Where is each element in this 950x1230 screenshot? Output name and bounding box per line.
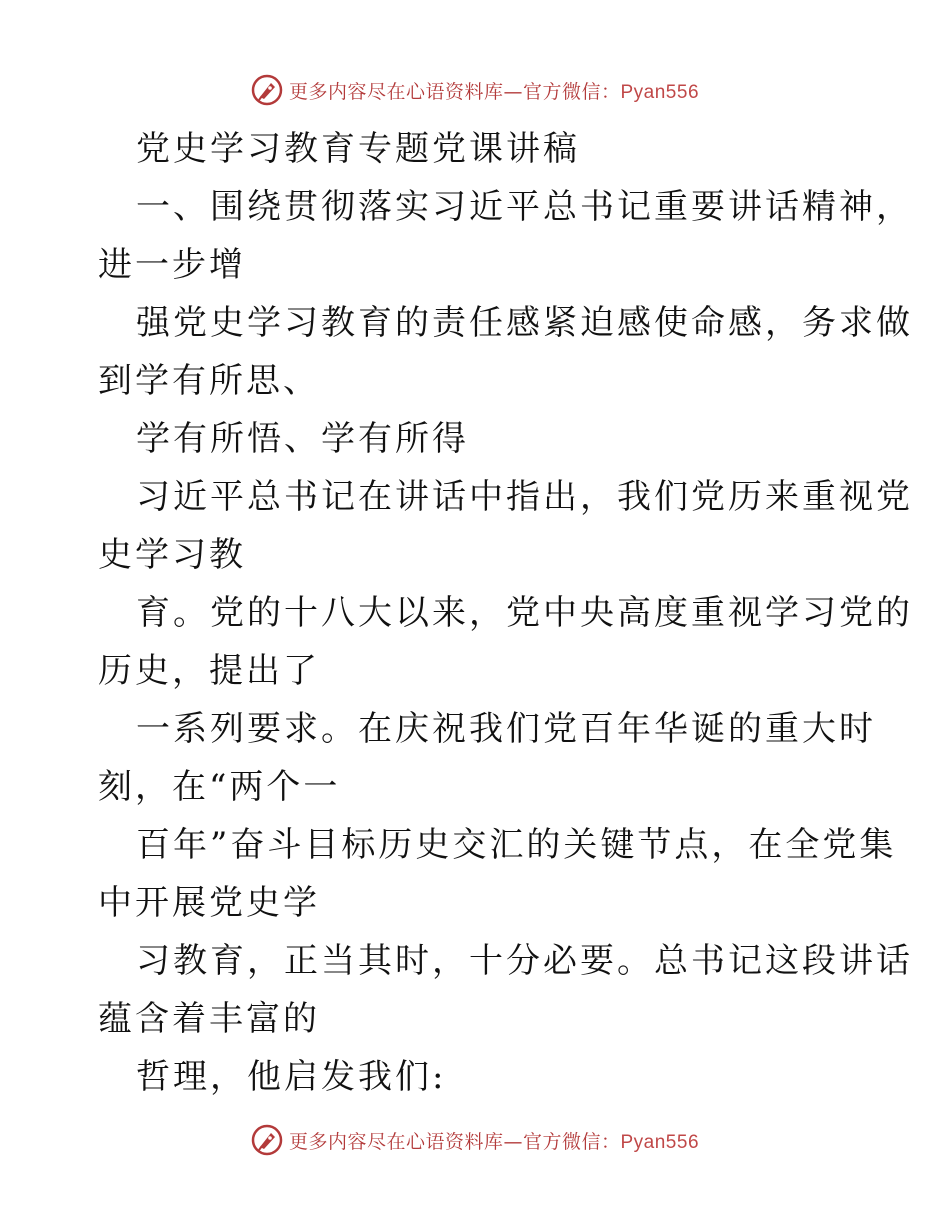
watermark-label: 更多内容尽在心语资料库—官方微信： [288,1130,621,1153]
paragraph-line: 进一步增 [98,245,246,285]
pen-nib-logo-icon [251,74,283,106]
watermark-text [289,77,699,104]
paragraph-line: 哲理，他启发我们: [136,1057,447,1097]
watermark-wechat-id: Pyan556 [620,81,700,103]
watermark-wechat-id: Pyan556 [620,1131,700,1153]
paragraph-line: 育。党的十八大以来，党中央高度重视学习党的 [136,593,913,633]
paragraph-line: 习教育，正当其时，十分必要。总书记这段讲话 [136,941,913,981]
header-watermark [0,70,950,110]
paragraph-line: 中开展党史学 [98,883,320,923]
paragraph-line: 刻，在“两个一 [98,767,341,807]
paragraph-line: 蕴含着丰富的 [98,999,320,1039]
paragraph-line: 百年”奋斗目标历史交汇的关键节点，在全党集 [136,825,897,865]
paragraph-line: 一系列要求。在庆祝我们党百年华诞的重大时 [136,709,876,749]
paragraph-line: 学有所悟、学有所得 [136,419,469,459]
document-body [98,120,913,1106]
paragraph-line: 到学有所思、 [98,361,320,401]
watermark-label: 更多内容尽在心语资料库—官方微信： [288,80,621,103]
pen-nib-logo-icon [251,1124,283,1156]
footer-watermark [0,1120,950,1160]
document-title: 党史学习教育专题党课讲稿 [136,129,580,169]
paragraph-line: 习近平总书记在讲话中指出，我们党历来重视党 [136,477,913,517]
paragraph-line: 强党史学习教育的责任感紧迫感使命感，务求做 [136,303,913,343]
watermark-text [289,1127,699,1154]
paragraph-line: 历史，提出了 [98,651,320,691]
paragraph-line: 史学习教 [98,535,246,575]
paragraph-line: 一、围绕贯彻落实习近平总书记重要讲话精神， [136,187,913,227]
